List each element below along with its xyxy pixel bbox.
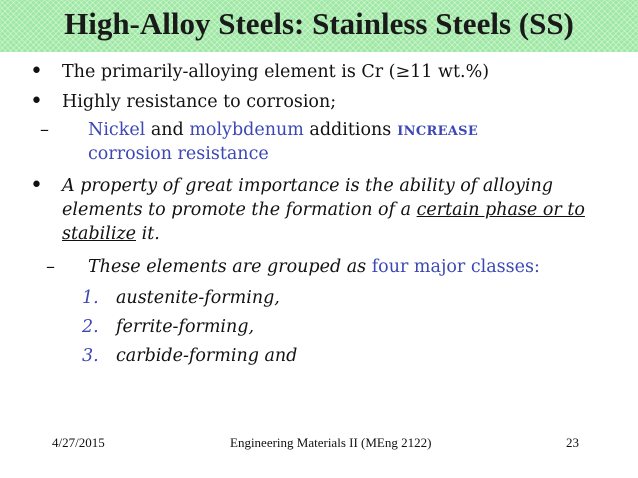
increase-label: INCREASE — [397, 124, 479, 139]
text-span: and — [145, 120, 190, 140]
list-item: austenite-forming, — [116, 288, 280, 308]
bullet-text-line3 — [62, 223, 160, 245]
sub-bullet-text — [88, 119, 478, 143]
bullet-marker: • — [30, 59, 43, 84]
bullet-marker: • — [30, 173, 43, 198]
highlight-phrase: four major classes — [371, 257, 534, 277]
molybdenum-term: molybdenum — [189, 120, 304, 140]
bullet-text-line2 — [62, 199, 585, 221]
slide-title: High-Alloy Steels: Stainless Steels (SS) — [64, 6, 574, 41]
footer-course: Engineering Materials II (MEng 2122) — [230, 435, 432, 450]
sub-bullet-text-line2: corrosion resistance — [88, 144, 269, 164]
list-number: 3. — [82, 346, 99, 366]
sub-bullet-dash: – — [40, 119, 49, 140]
list-item: ferrite-forming, — [116, 317, 255, 337]
text-span: elements to promote the formation of a — [62, 200, 417, 220]
underlined-phrase: certain phase or to — [416, 200, 585, 220]
bullet-marker: • — [30, 89, 43, 114]
text-span: it. — [136, 224, 160, 244]
text-span: These elements are grouped as — [88, 257, 372, 277]
sub-bullet-dash: – — [46, 256, 55, 277]
footer-date: 4/27/2015 — [52, 435, 105, 450]
list-number: 2. — [82, 317, 99, 337]
bullet-text: Highly resistance to corrosion; — [62, 92, 337, 112]
bullet-text: The primarily-alloying element is Cr (≥11 wt.%) — [62, 62, 490, 82]
sub-bullet-text — [88, 256, 540, 278]
list-item: carbide-forming and — [116, 346, 298, 366]
footer-page-number: 23 — [566, 435, 579, 450]
colon: : — [533, 257, 540, 277]
underlined-word: stabilize — [62, 224, 137, 244]
nickel-term: Nickel — [88, 120, 146, 140]
bullet-text: A property of great importance is the ability of alloying — [62, 176, 553, 196]
text-span: additions — [303, 120, 392, 140]
list-number: 1. — [82, 288, 99, 308]
